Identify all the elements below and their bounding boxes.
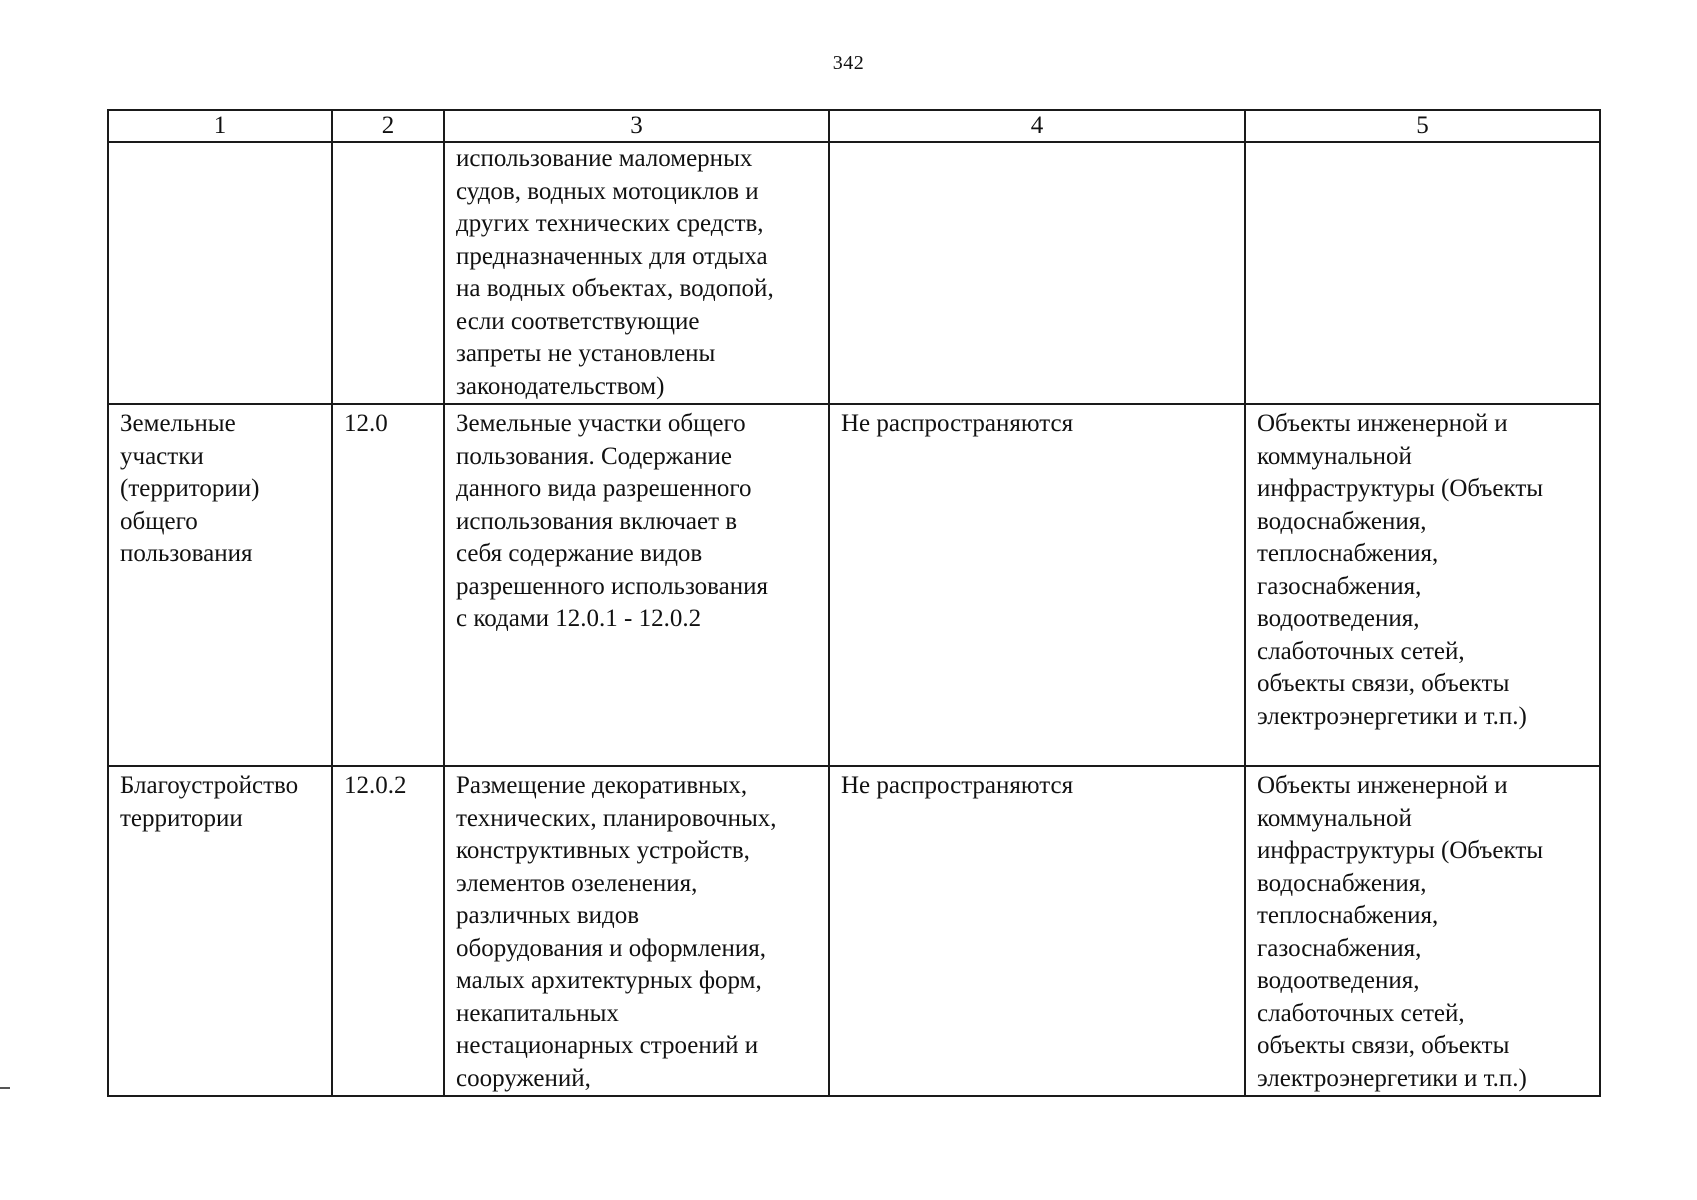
cell-auxiliary: Объекты инженерной и коммунальной инфраструктуры (Объекты водоснабжения, теплоснабжения, газоснабжения, водоотведения, слаботочных сетей, объекты связи, объекты электроэнергетики и т.п.) (1245, 404, 1600, 766)
cell-name (108, 142, 332, 404)
cell-auxiliary: Объекты инженерной и коммунальной инфраструктуры (Объекты водоснабжения, теплоснабжения, газоснабжения, водоотведения, слаботочных сетей, объекты связи, объекты электроэнергетики и т.п.) (1245, 766, 1600, 1096)
table-row (108, 404, 1600, 766)
cell-code (332, 142, 444, 404)
cell-name: Благоустройство территории (108, 766, 332, 1096)
table-row (108, 142, 1600, 404)
table-header-row (108, 110, 1600, 142)
cell-restrictions: Не распространяются (829, 766, 1245, 1096)
cell-restrictions (829, 142, 1245, 404)
cell-name: Земельные участки (территории) общего пользования (108, 404, 332, 766)
cell-description: Размещение декоративных, технических, планировочных, конструктивных устройств, элементов озеленения, различных видов оборудования и оформления, малых архитектурных форм, некапитальных нестационарных строений и сооружений, (444, 766, 829, 1096)
cell-code: 12.0 (332, 404, 444, 766)
table-row (108, 766, 1600, 1096)
cell-restrictions: Не распространяются (829, 404, 1245, 766)
column-header-4: 4 (829, 110, 1245, 142)
land-use-table (107, 109, 1601, 1097)
cell-description: использование маломерных судов, водных мотоциклов и других технических средств, предназначенных для отдыха на водных объектах, водопой, если соответствующие запреты не установлены законодательством) (444, 142, 829, 404)
column-header-3: 3 (444, 110, 829, 142)
cell-code: 12.0.2 (332, 766, 444, 1096)
column-header-2: 2 (332, 110, 444, 142)
scan-margin-mark (0, 1087, 10, 1089)
cell-auxiliary (1245, 142, 1600, 404)
column-header-1: 1 (108, 110, 332, 142)
column-header-5: 5 (1245, 110, 1600, 142)
page-number: 342 (832, 52, 865, 74)
cell-description: Земельные участки общего пользования. Содержание данного вида разрешенного использования включает в себя содержание видов разрешенного использования с кодами 12.0.1 - 12.0.2 (444, 404, 829, 766)
